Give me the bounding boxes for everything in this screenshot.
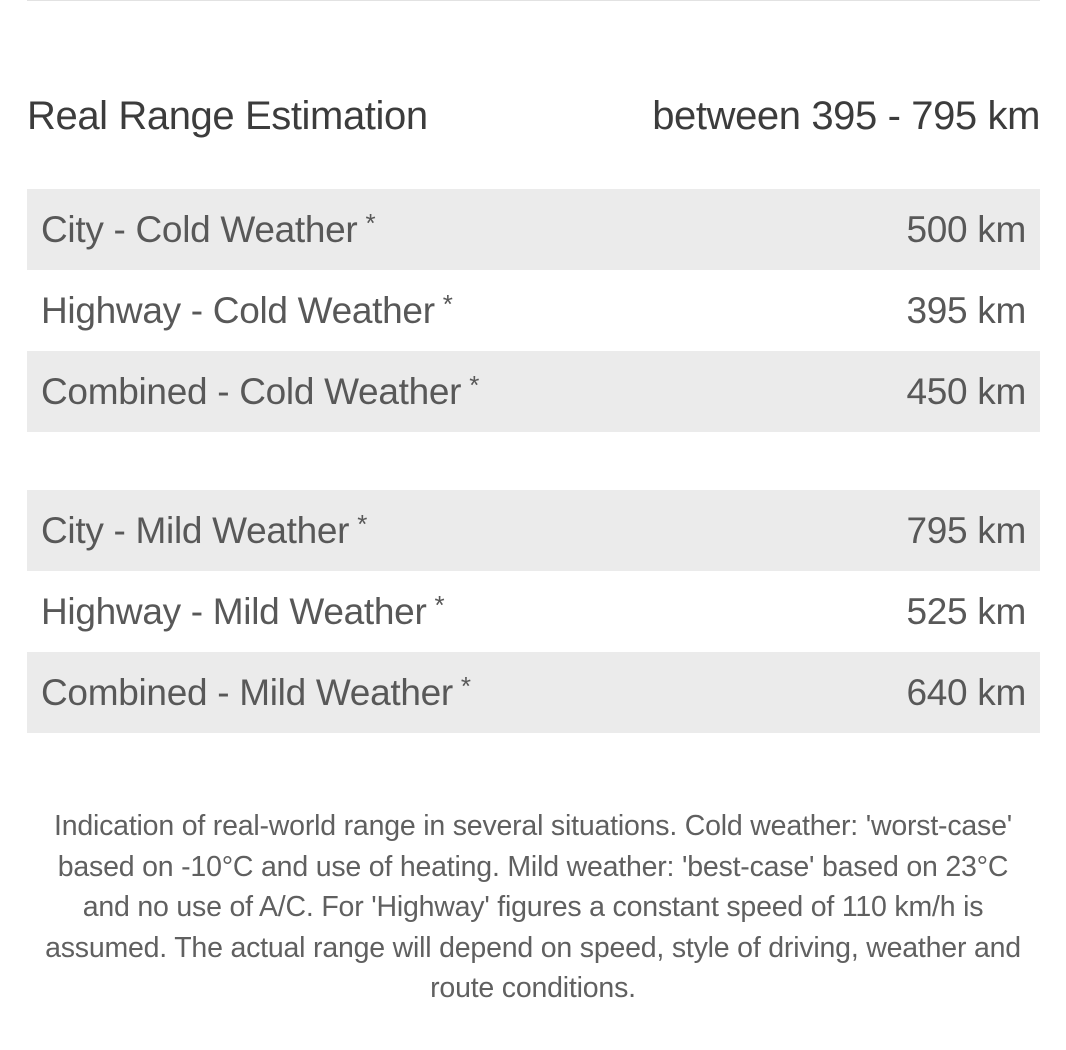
row-value: 500 km bbox=[906, 208, 1026, 250]
table-row bbox=[27, 652, 1040, 733]
footnote-mark: * bbox=[460, 671, 471, 701]
row-label: City - Cold Weather * bbox=[41, 208, 376, 250]
row-value: 640 km bbox=[906, 671, 1026, 713]
section-title: Real Range Estimation bbox=[27, 93, 428, 138]
table-row bbox=[27, 490, 1040, 571]
table-row bbox=[27, 189, 1040, 270]
footnote-mark: * bbox=[357, 509, 368, 539]
row-label: Combined - Cold Weather * bbox=[41, 370, 480, 412]
row-label: Highway - Mild Weather * bbox=[41, 590, 445, 632]
row-label: Combined - Mild Weather * bbox=[41, 671, 471, 713]
table-row bbox=[27, 270, 1040, 351]
row-value: 395 km bbox=[906, 289, 1026, 331]
row-value: 450 km bbox=[906, 370, 1026, 412]
footnote-mark: * bbox=[434, 590, 445, 620]
footnote-mark: * bbox=[469, 370, 480, 400]
row-label: Highway - Cold Weather * bbox=[41, 289, 453, 331]
range-footnote: Indication of real-world range in several situations. Cold weather: 'worst-case' based on -10°C and use of heating. Mild weather: 'best-case' based on 23°C and no use of A/C. For 'Highway' figures a constant speed of 110 km/h is assumed. The actual range will depend on speed, style of driving, weather and route conditions. bbox=[45, 810, 1021, 1004]
footnote-mark: * bbox=[365, 208, 376, 238]
range-header bbox=[27, 88, 1040, 144]
mild-weather-table bbox=[27, 490, 1040, 733]
footnote-mark: * bbox=[442, 289, 453, 319]
top-divider bbox=[27, 0, 1040, 1]
range-summary: between 395 - 795 km bbox=[652, 93, 1040, 138]
table-row bbox=[27, 571, 1040, 652]
row-value: 525 km bbox=[906, 590, 1026, 632]
row-value: 795 km bbox=[906, 509, 1026, 551]
table-row bbox=[27, 351, 1040, 432]
row-label: City - Mild Weather * bbox=[41, 509, 368, 551]
cold-weather-table bbox=[27, 189, 1040, 432]
